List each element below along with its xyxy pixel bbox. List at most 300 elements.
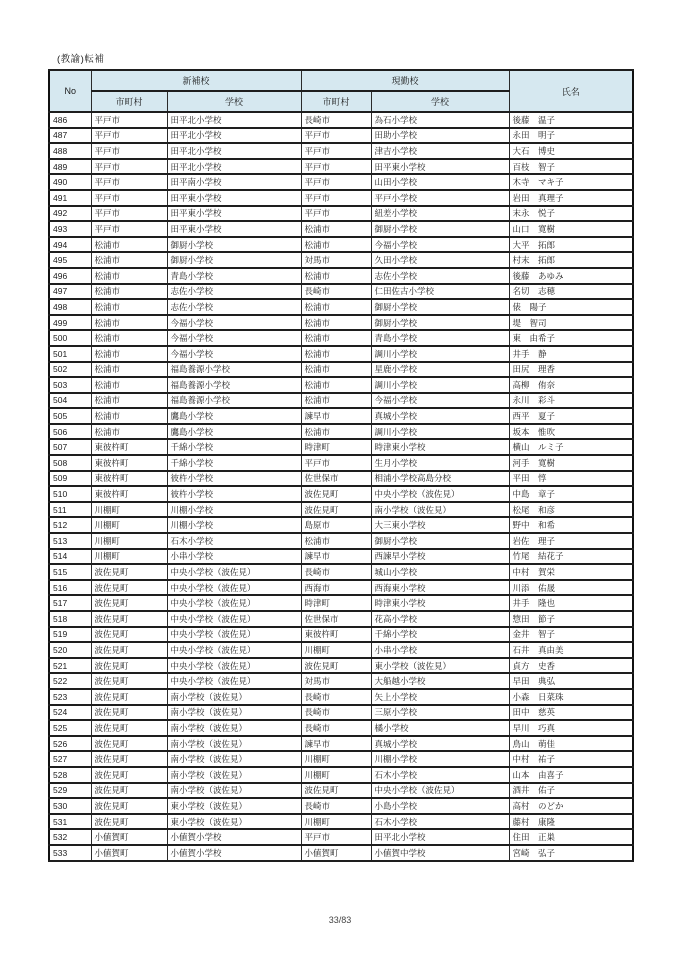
current-school: 三原小学校 <box>371 705 509 721</box>
current-school: 小島小学校 <box>371 798 509 814</box>
row-no: 499 <box>49 315 91 331</box>
current-municipality: 波佐見町 <box>301 502 371 518</box>
table-row <box>49 471 633 487</box>
row-no: 491 <box>49 190 91 206</box>
current-municipality: 長崎市 <box>301 284 371 300</box>
new-school: 福島養源小学校 <box>167 377 301 393</box>
current-municipality: 川棚町 <box>301 814 371 830</box>
teacher-name: 井手 静 <box>509 346 633 362</box>
teacher-name: 村末 拓郎 <box>509 252 633 268</box>
current-school: 小値賀中学校 <box>371 845 509 861</box>
new-school: 南小学校（波佐見） <box>167 736 301 752</box>
current-municipality: 松浦市 <box>301 268 371 284</box>
teacher-name: 高村 のどか <box>509 798 633 814</box>
current-school: 西諫早小学校 <box>371 549 509 565</box>
new-school: 田平北小学校 <box>167 143 301 159</box>
table-row <box>49 580 633 596</box>
table-row <box>49 206 633 222</box>
teacher-name: 平田 惇 <box>509 471 633 487</box>
new-municipality: 平戸市 <box>91 190 167 206</box>
row-no: 507 <box>49 439 91 455</box>
current-municipality: 対馬市 <box>301 673 371 689</box>
new-municipality: 波佐見町 <box>91 580 167 596</box>
current-municipality: 時津町 <box>301 595 371 611</box>
teacher-name: 小森 日菜珠 <box>509 689 633 705</box>
row-no: 492 <box>49 206 91 222</box>
row-no: 520 <box>49 642 91 658</box>
row-no: 501 <box>49 346 91 362</box>
new-municipality: 小値賀町 <box>91 845 167 861</box>
new-municipality: 平戸市 <box>91 206 167 222</box>
current-school: 田平北小学校 <box>371 829 509 845</box>
current-school: 花高小学校 <box>371 611 509 627</box>
table-row <box>49 159 633 175</box>
table-row <box>49 237 633 253</box>
new-municipality: 松浦市 <box>91 268 167 284</box>
new-municipality: 波佐見町 <box>91 673 167 689</box>
current-municipality: 小値賀町 <box>301 845 371 861</box>
new-municipality: 平戸市 <box>91 221 167 237</box>
current-municipality: 東彼杵町 <box>301 627 371 643</box>
current-school: 志佐小学校 <box>371 268 509 284</box>
new-municipality: 松浦市 <box>91 362 167 378</box>
row-no: 518 <box>49 611 91 627</box>
current-municipality: 時津町 <box>301 439 371 455</box>
new-school: 中央小学校（波佐見） <box>167 611 301 627</box>
current-municipality: 松浦市 <box>301 315 371 331</box>
new-school: 東小学校（波佐見） <box>167 814 301 830</box>
teacher-name: 田中 慈英 <box>509 705 633 721</box>
current-municipality: 長崎市 <box>301 720 371 736</box>
current-school: 千綿小学校 <box>371 627 509 643</box>
table-row <box>49 439 633 455</box>
current-municipality: 波佐見町 <box>301 658 371 674</box>
table-row <box>49 736 633 752</box>
new-municipality: 東彼杵町 <box>91 455 167 471</box>
new-school: 南小学校（波佐見） <box>167 751 301 767</box>
table-row <box>49 143 633 159</box>
current-school: 為石小学校 <box>371 112 509 128</box>
current-school: 川棚小学校 <box>371 751 509 767</box>
new-municipality: 波佐見町 <box>91 595 167 611</box>
current-municipality: 島原市 <box>301 517 371 533</box>
current-municipality: 松浦市 <box>301 362 371 378</box>
teacher-name: 山口 寛樹 <box>509 221 633 237</box>
new-municipality: 東彼杵町 <box>91 439 167 455</box>
row-no: 497 <box>49 284 91 300</box>
row-no: 512 <box>49 517 91 533</box>
teacher-name: 宮崎 弘子 <box>509 845 633 861</box>
new-school: 南小学校（波佐見） <box>167 767 301 783</box>
new-municipality: 波佐見町 <box>91 751 167 767</box>
current-school: 真城小学校 <box>371 408 509 424</box>
current-municipality: 平戸市 <box>301 206 371 222</box>
table-row <box>49 673 633 689</box>
table-row <box>49 330 633 346</box>
new-school: 南小学校（波佐見） <box>167 705 301 721</box>
new-municipality: 松浦市 <box>91 315 167 331</box>
table-row <box>49 502 633 518</box>
teacher-name: 川添 佑晟 <box>509 580 633 596</box>
current-school: 仁田佐古小学校 <box>371 284 509 300</box>
teacher-name: 高柳 侑奈 <box>509 377 633 393</box>
table-row <box>49 112 633 128</box>
teacher-name: 西平 夏子 <box>509 408 633 424</box>
table-row <box>49 751 633 767</box>
teacher-name: 横山 ルミ子 <box>509 439 633 455</box>
row-no: 494 <box>49 237 91 253</box>
row-no: 510 <box>49 486 91 502</box>
new-municipality: 波佐見町 <box>91 783 167 799</box>
table-row <box>49 658 633 674</box>
row-no: 533 <box>49 845 91 861</box>
new-municipality: 松浦市 <box>91 284 167 300</box>
current-municipality: 平戸市 <box>301 174 371 190</box>
new-municipality: 波佐見町 <box>91 814 167 830</box>
current-municipality: 長崎市 <box>301 564 371 580</box>
new-school: 中央小学校（波佐見） <box>167 580 301 596</box>
table-row <box>49 486 633 502</box>
row-no: 503 <box>49 377 91 393</box>
new-school: 御厨小学校 <box>167 237 301 253</box>
current-municipality: 諫早市 <box>301 549 371 565</box>
teacher-name: 住田 正巣 <box>509 829 633 845</box>
new-school: 今福小学校 <box>167 315 301 331</box>
row-no: 486 <box>49 112 91 128</box>
current-school: 今福小学校 <box>371 237 509 253</box>
teacher-name: 大石 博史 <box>509 143 633 159</box>
current-school: 田助小学校 <box>371 128 509 144</box>
new-municipality: 平戸市 <box>91 112 167 128</box>
table-row <box>49 783 633 799</box>
table-row <box>49 533 633 549</box>
new-school: 鷹島小学校 <box>167 424 301 440</box>
current-school: 西海東小学校 <box>371 580 509 596</box>
current-school: 真城小学校 <box>371 736 509 752</box>
current-municipality: 長崎市 <box>301 705 371 721</box>
teacher-name: 永田 明子 <box>509 128 633 144</box>
current-municipality: 松浦市 <box>301 237 371 253</box>
teacher-name: 野中 和希 <box>509 517 633 533</box>
document-title: (教諭)転補 <box>57 54 105 65</box>
row-no: 528 <box>49 767 91 783</box>
row-no: 488 <box>49 143 91 159</box>
table-row <box>49 845 633 861</box>
current-school: 橘小学校 <box>371 720 509 736</box>
current-school: 矢上小学校 <box>371 689 509 705</box>
new-municipality: 川棚町 <box>91 502 167 518</box>
current-school: 御厨小学校 <box>371 221 509 237</box>
teacher-name: 貞方 史香 <box>509 658 633 674</box>
current-school: 相浦小学校高島分校 <box>371 471 509 487</box>
new-municipality: 平戸市 <box>91 174 167 190</box>
new-municipality: 川棚町 <box>91 549 167 565</box>
new-municipality: 波佐見町 <box>91 798 167 814</box>
current-municipality: 松浦市 <box>301 346 371 362</box>
new-school: 彼杵小学校 <box>167 486 301 502</box>
current-municipality: 対馬市 <box>301 252 371 268</box>
table-row <box>49 705 633 721</box>
current-school: 紐差小学校 <box>371 206 509 222</box>
current-municipality: 平戸市 <box>301 190 371 206</box>
row-no: 517 <box>49 595 91 611</box>
current-school: 生月小学校 <box>371 455 509 471</box>
new-municipality: 松浦市 <box>91 330 167 346</box>
row-no: 487 <box>49 128 91 144</box>
table-row <box>49 284 633 300</box>
row-no: 498 <box>49 299 91 315</box>
current-municipality: 佐世保市 <box>301 471 371 487</box>
row-no: 525 <box>49 720 91 736</box>
new-municipality: 波佐見町 <box>91 705 167 721</box>
current-school: 今福小学校 <box>371 393 509 409</box>
current-school: 時津東小学校 <box>371 595 509 611</box>
table-row <box>49 362 633 378</box>
new-school: 青島小学校 <box>167 268 301 284</box>
current-school: 津吉小学校 <box>371 143 509 159</box>
new-municipality: 平戸市 <box>91 128 167 144</box>
current-school: 青島小学校 <box>371 330 509 346</box>
row-no: 513 <box>49 533 91 549</box>
table-row <box>49 346 633 362</box>
teacher-name: 早川 巧真 <box>509 720 633 736</box>
teacher-name: 金井 智子 <box>509 627 633 643</box>
current-municipality: 諫早市 <box>301 736 371 752</box>
current-municipality: 松浦市 <box>301 424 371 440</box>
current-school: 御厨小学校 <box>371 533 509 549</box>
new-school: 彼杵小学校 <box>167 471 301 487</box>
current-school: 東小学校（波佐見） <box>371 658 509 674</box>
new-school: 田平南小学校 <box>167 174 301 190</box>
table-row <box>49 315 633 331</box>
teacher-name: 惣田 節子 <box>509 611 633 627</box>
header-current-school: 学校 <box>371 91 509 112</box>
new-municipality: 松浦市 <box>91 237 167 253</box>
teacher-name: 中村 賀栄 <box>509 564 633 580</box>
new-school: 中央小学校（波佐見） <box>167 564 301 580</box>
new-school: 中央小学校（波佐見） <box>167 673 301 689</box>
row-no: 519 <box>49 627 91 643</box>
new-school: 中央小学校（波佐見） <box>167 595 301 611</box>
current-school: 御厨小学校 <box>371 315 509 331</box>
current-municipality: 松浦市 <box>301 533 371 549</box>
current-school: 田平東小学校 <box>371 159 509 175</box>
header-no: No <box>49 70 91 112</box>
new-school: 東小学校（波佐見） <box>167 798 301 814</box>
new-municipality: 川棚町 <box>91 517 167 533</box>
teacher-name: 中島 章子 <box>509 486 633 502</box>
table-row <box>49 174 633 190</box>
teacher-name: 山本 由喜子 <box>509 767 633 783</box>
row-no: 529 <box>49 783 91 799</box>
row-no: 506 <box>49 424 91 440</box>
row-no: 530 <box>49 798 91 814</box>
table-row <box>49 767 633 783</box>
teacher-name: 後藤 温子 <box>509 112 633 128</box>
current-school: 小串小学校 <box>371 642 509 658</box>
new-school: 田平北小学校 <box>167 112 301 128</box>
table-row <box>49 689 633 705</box>
table-row <box>49 564 633 580</box>
teacher-name: 河手 寛樹 <box>509 455 633 471</box>
current-municipality: 波佐見町 <box>301 783 371 799</box>
current-municipality: 松浦市 <box>301 330 371 346</box>
table-row <box>49 393 633 409</box>
transfer-table <box>48 69 634 862</box>
new-school: 今福小学校 <box>167 330 301 346</box>
current-school: 石木小学校 <box>371 767 509 783</box>
current-school: 南小学校（波佐見） <box>371 502 509 518</box>
teacher-name: 藤村 康隆 <box>509 814 633 830</box>
teacher-name: 中村 祐子 <box>509 751 633 767</box>
row-no: 521 <box>49 658 91 674</box>
current-municipality: 平戸市 <box>301 455 371 471</box>
current-municipality: 松浦市 <box>301 393 371 409</box>
current-municipality: 諫早市 <box>301 408 371 424</box>
new-school: 今福小学校 <box>167 346 301 362</box>
table-header <box>49 70 633 112</box>
teacher-name: 東 由希子 <box>509 330 633 346</box>
current-municipality: 長崎市 <box>301 112 371 128</box>
table-row <box>49 720 633 736</box>
table-row <box>49 190 633 206</box>
table-row <box>49 798 633 814</box>
table-row <box>49 455 633 471</box>
teacher-name: 大平 拓郎 <box>509 237 633 253</box>
row-no: 527 <box>49 751 91 767</box>
new-municipality: 松浦市 <box>91 252 167 268</box>
new-school: 鷹島小学校 <box>167 408 301 424</box>
current-municipality: 松浦市 <box>301 299 371 315</box>
new-municipality: 平戸市 <box>91 159 167 175</box>
teacher-name: 井手 隆也 <box>509 595 633 611</box>
teacher-name: 坂本 惟吹 <box>509 424 633 440</box>
header-new-school-group: 新補校 <box>91 70 301 91</box>
new-municipality: 小値賀町 <box>91 829 167 845</box>
current-school: 久田小学校 <box>371 252 509 268</box>
current-municipality: 長崎市 <box>301 689 371 705</box>
table-row <box>49 829 633 845</box>
current-municipality: 川棚町 <box>301 642 371 658</box>
current-school: 時津東小学校 <box>371 439 509 455</box>
current-school: 大船越小学校 <box>371 673 509 689</box>
row-no: 515 <box>49 564 91 580</box>
new-school: 小値賀小学校 <box>167 829 301 845</box>
new-municipality: 松浦市 <box>91 408 167 424</box>
current-school: 星鹿小学校 <box>371 362 509 378</box>
row-no: 496 <box>49 268 91 284</box>
new-municipality: 波佐見町 <box>91 611 167 627</box>
new-school: 川棚小学校 <box>167 502 301 518</box>
row-no: 523 <box>49 689 91 705</box>
header-current-school-group: 現勤校 <box>301 70 509 91</box>
new-school: 田平東小学校 <box>167 190 301 206</box>
row-no: 509 <box>49 471 91 487</box>
teacher-name: 木寺 マキ子 <box>509 174 633 190</box>
new-school: 田平北小学校 <box>167 128 301 144</box>
current-municipality: 平戸市 <box>301 159 371 175</box>
new-municipality: 波佐見町 <box>91 627 167 643</box>
new-municipality: 松浦市 <box>91 299 167 315</box>
teacher-name: 永川 彩斗 <box>509 393 633 409</box>
row-no: 493 <box>49 221 91 237</box>
header-row-groups <box>49 70 633 91</box>
table-row <box>49 424 633 440</box>
teacher-name: 堤 智司 <box>509 315 633 331</box>
table-row <box>49 128 633 144</box>
new-school: 千綿小学校 <box>167 439 301 455</box>
row-no: 516 <box>49 580 91 596</box>
current-municipality: 佐世保市 <box>301 611 371 627</box>
new-school: 中央小学校（波佐見） <box>167 642 301 658</box>
table-row <box>49 814 633 830</box>
new-school: 田平東小学校 <box>167 206 301 222</box>
row-no: 504 <box>49 393 91 409</box>
current-municipality: 波佐見町 <box>301 486 371 502</box>
row-no: 502 <box>49 362 91 378</box>
current-municipality: 西海市 <box>301 580 371 596</box>
row-no: 489 <box>49 159 91 175</box>
table-row <box>49 299 633 315</box>
teacher-name: 竹尾 結花子 <box>509 549 633 565</box>
page-number: 33/83 <box>328 915 352 925</box>
row-no: 514 <box>49 549 91 565</box>
current-municipality: 平戸市 <box>301 128 371 144</box>
current-school: 御厨小学校 <box>371 299 509 315</box>
row-no: 524 <box>49 705 91 721</box>
row-no: 490 <box>49 174 91 190</box>
teacher-name: 田尻 理香 <box>509 362 633 378</box>
teacher-name: 鳥山 萌佳 <box>509 736 633 752</box>
teacher-name: 名切 志穂 <box>509 284 633 300</box>
table-row <box>49 595 633 611</box>
current-municipality: 松浦市 <box>301 221 371 237</box>
new-municipality: 波佐見町 <box>91 658 167 674</box>
row-no: 500 <box>49 330 91 346</box>
header-current-municipality: 市町村 <box>301 91 371 112</box>
teacher-name: 岩佐 理子 <box>509 533 633 549</box>
new-municipality: 波佐見町 <box>91 689 167 705</box>
current-school: 平戸小学校 <box>371 190 509 206</box>
new-school: 福島養源小学校 <box>167 362 301 378</box>
current-municipality: 川棚町 <box>301 751 371 767</box>
row-no: 495 <box>49 252 91 268</box>
new-municipality: 波佐見町 <box>91 720 167 736</box>
table-row <box>49 627 633 643</box>
teacher-name: 早田 典弘 <box>509 673 633 689</box>
table-row <box>49 268 633 284</box>
row-no: 522 <box>49 673 91 689</box>
table-row <box>49 517 633 533</box>
row-no: 526 <box>49 736 91 752</box>
new-municipality: 松浦市 <box>91 377 167 393</box>
new-municipality: 平戸市 <box>91 143 167 159</box>
teacher-name: 俵 陽子 <box>509 299 633 315</box>
row-no: 511 <box>49 502 91 518</box>
table-row <box>49 377 633 393</box>
row-no: 532 <box>49 829 91 845</box>
new-school: 御厨小学校 <box>167 252 301 268</box>
new-school: 田平北小学校 <box>167 159 301 175</box>
current-school: 山田小学校 <box>371 174 509 190</box>
teacher-name: 末永 悦子 <box>509 206 633 222</box>
new-school: 小串小学校 <box>167 549 301 565</box>
new-municipality: 波佐見町 <box>91 736 167 752</box>
current-municipality: 松浦市 <box>301 377 371 393</box>
new-school: 小値賀小学校 <box>167 845 301 861</box>
current-school: 石木小学校 <box>371 814 509 830</box>
teacher-name: 石井 真由美 <box>509 642 633 658</box>
